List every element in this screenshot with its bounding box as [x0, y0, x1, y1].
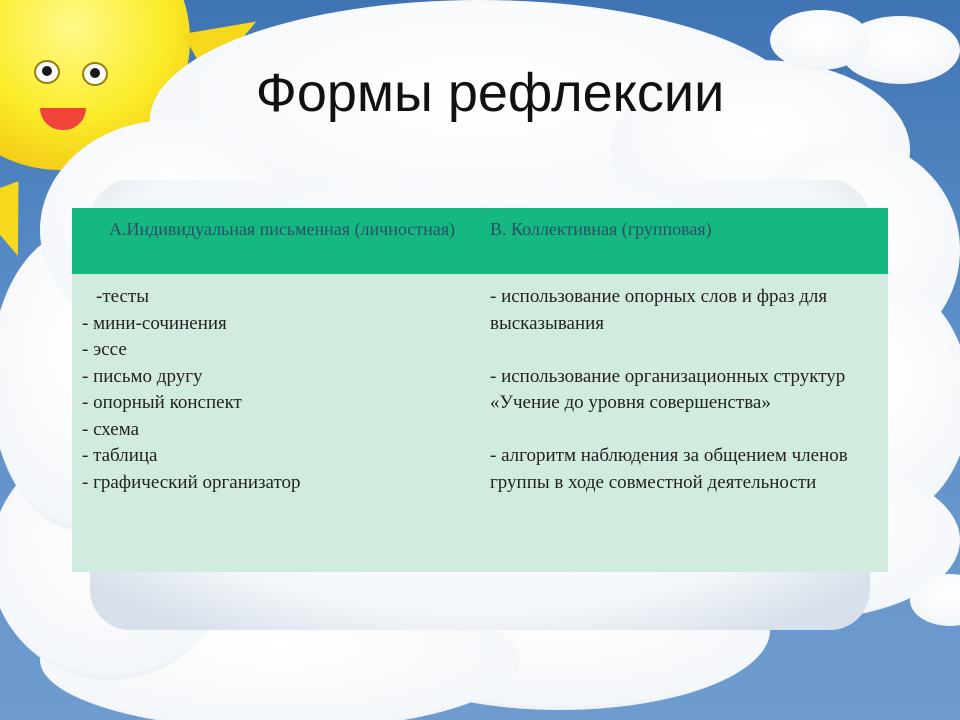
- column-header-individual: А.Индивидуальная письменная (личностная): [108, 219, 456, 239]
- reflection-forms-table: [72, 208, 888, 572]
- list-item: - мини-сочинения: [82, 312, 227, 334]
- list-item: - эссе: [82, 339, 127, 360]
- individual-forms-list: [82, 284, 472, 496]
- column-header-collective: В. Коллективная (групповая): [490, 219, 712, 239]
- collective-forms-list: [490, 284, 882, 496]
- list-item: -тесты: [96, 286, 150, 307]
- list-item: - использование организационных структур «Учение до уровня совершенства»: [490, 365, 846, 413]
- list-item: - опорный конспект: [82, 392, 242, 413]
- list-item: - использование опорных слов и фраз для высказывания: [490, 286, 828, 334]
- list-item: - письмо другу: [82, 365, 203, 387]
- list-item: - таблица: [82, 445, 158, 466]
- list-item: - алгоритм наблюдения за общением членов группы в ходе совместной деятельности: [490, 445, 848, 493]
- list-item: - графический организатор: [82, 471, 301, 493]
- table-header-row: [72, 208, 888, 274]
- slide-title: Формы рефлексии: [255, 63, 725, 123]
- list-item: - схема: [82, 418, 140, 440]
